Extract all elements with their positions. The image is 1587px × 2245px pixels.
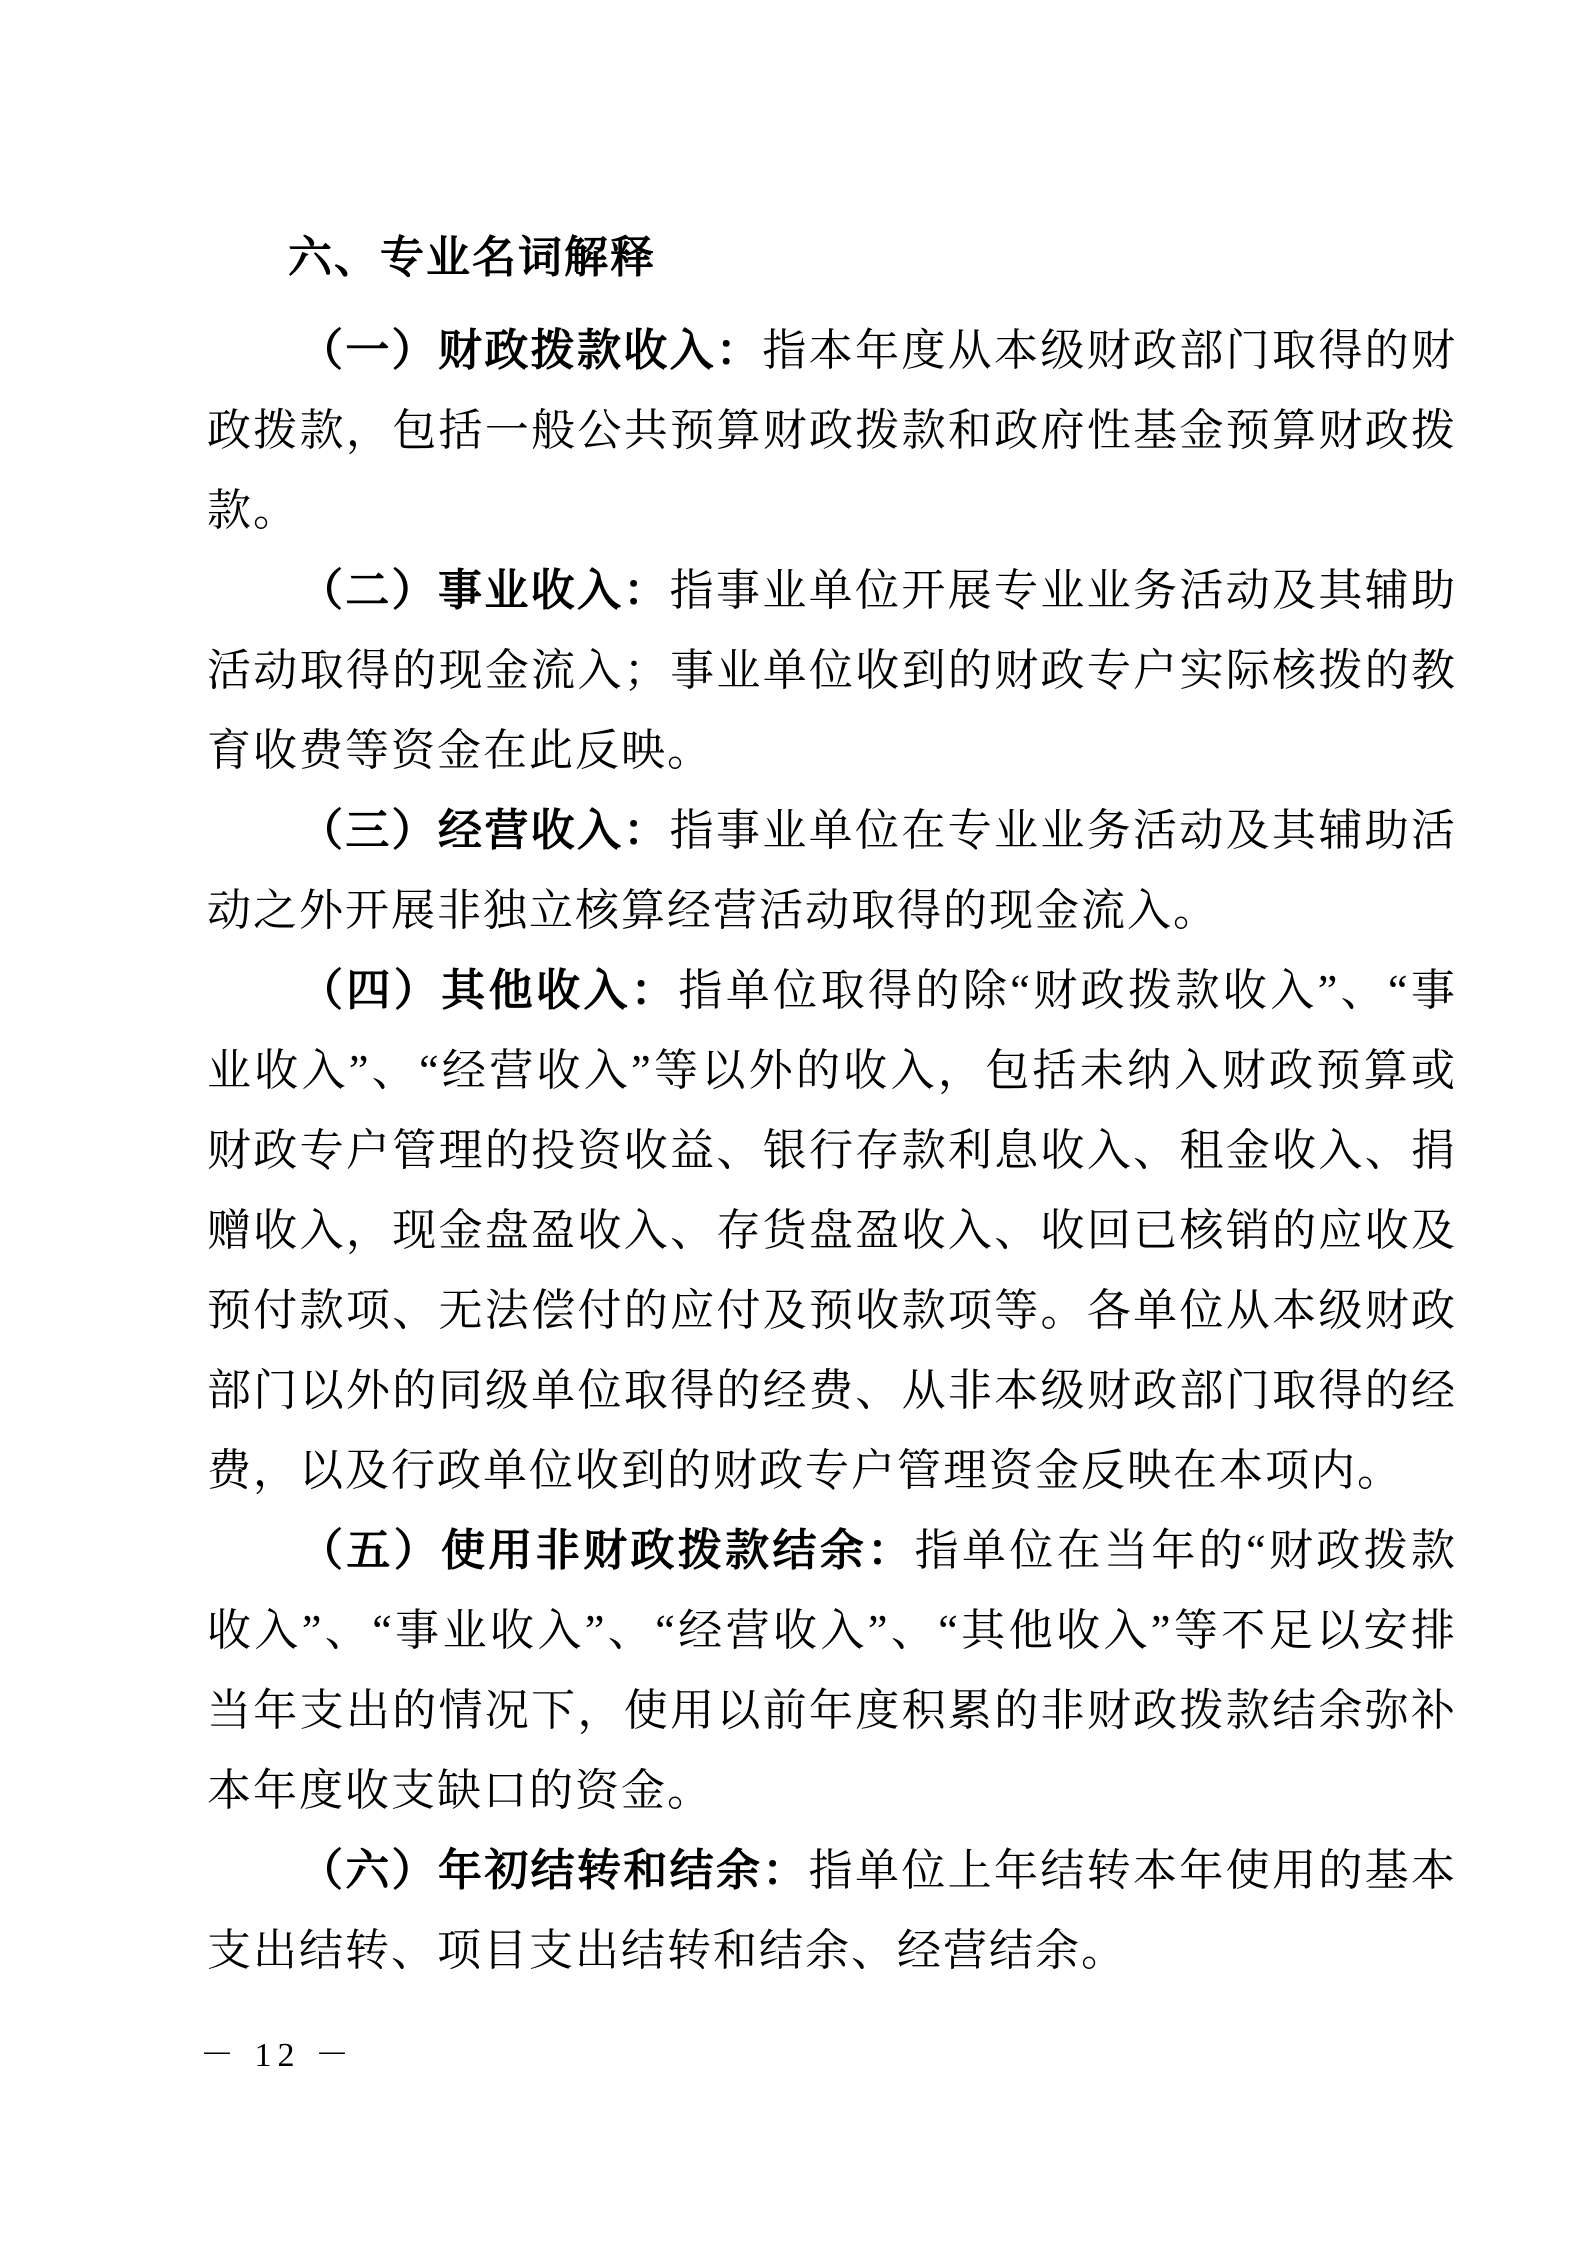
definitions-body (207, 311, 1457, 1991)
section-heading: 六、专业名词解释 (288, 233, 656, 282)
page-number: － 12 － (200, 2037, 355, 2074)
definition-paragraph (207, 791, 1457, 951)
term-definition: 指事业单位在专业业务活动及其辅助活动之外开展非独立核算经营活动取得的现金流入。 (207, 806, 1458, 935)
term-definition: 指单位在当年的“财政拨款收入”、“事业收入”、“经营收入”、“其他收入”等不足以安排当年支出的情况下，使用以前年度积累的非财政拨款结余弥补本年度收支缺口的资金。 (207, 1526, 1458, 1815)
term-label: （五）使用非财政拨款结余： (299, 1526, 915, 1575)
definition-paragraph (207, 1831, 1457, 1991)
term-label: （三）经营收入： (299, 806, 670, 855)
term-definition: 指本年度从本级财政部门取得的财政拨款，包括一般公共预算财政拨款和政府性基金预算财政拨款。 (207, 326, 1458, 535)
term-label: （二）事业收入： (299, 566, 670, 615)
term-definition: 指单位取得的除“财政拨款收入”、“事业收入”、“经营收入”等以外的收入，包括未纳入财政预算或财政专户管理的投资收益、银行存款利息收入、租金收入、捐赠收入，现金盘盈收入、存货盘盈收入、收回已核销的应收及预付款项、无法偿付的应付及预收款项等。各单位从本级财政部门以外的同级单位取得的经费、从非本级财政部门取得的经费，以及行政单位收到的财政专户管理资金反映在本项内。 (207, 966, 1458, 1495)
definition-paragraph (207, 551, 1457, 791)
term-label: （四）其他收入： (299, 966, 679, 1015)
term-definition: 指事业单位开展专业业务活动及其辅助活动取得的现金流入；事业单位收到的财政专户实际核拨的教育收费等资金在此反映。 (207, 566, 1458, 775)
term-label: （六）年初结转和结余： (299, 1846, 809, 1895)
term-definition: 指单位上年结转本年使用的基本支出结转、项目支出结转和结余、经营结余。 (207, 1846, 1458, 1975)
term-label: （一）财政拨款收入： (299, 326, 763, 375)
definition-paragraph (207, 1511, 1457, 1831)
definition-paragraph (207, 951, 1457, 1511)
definition-paragraph (207, 311, 1457, 551)
